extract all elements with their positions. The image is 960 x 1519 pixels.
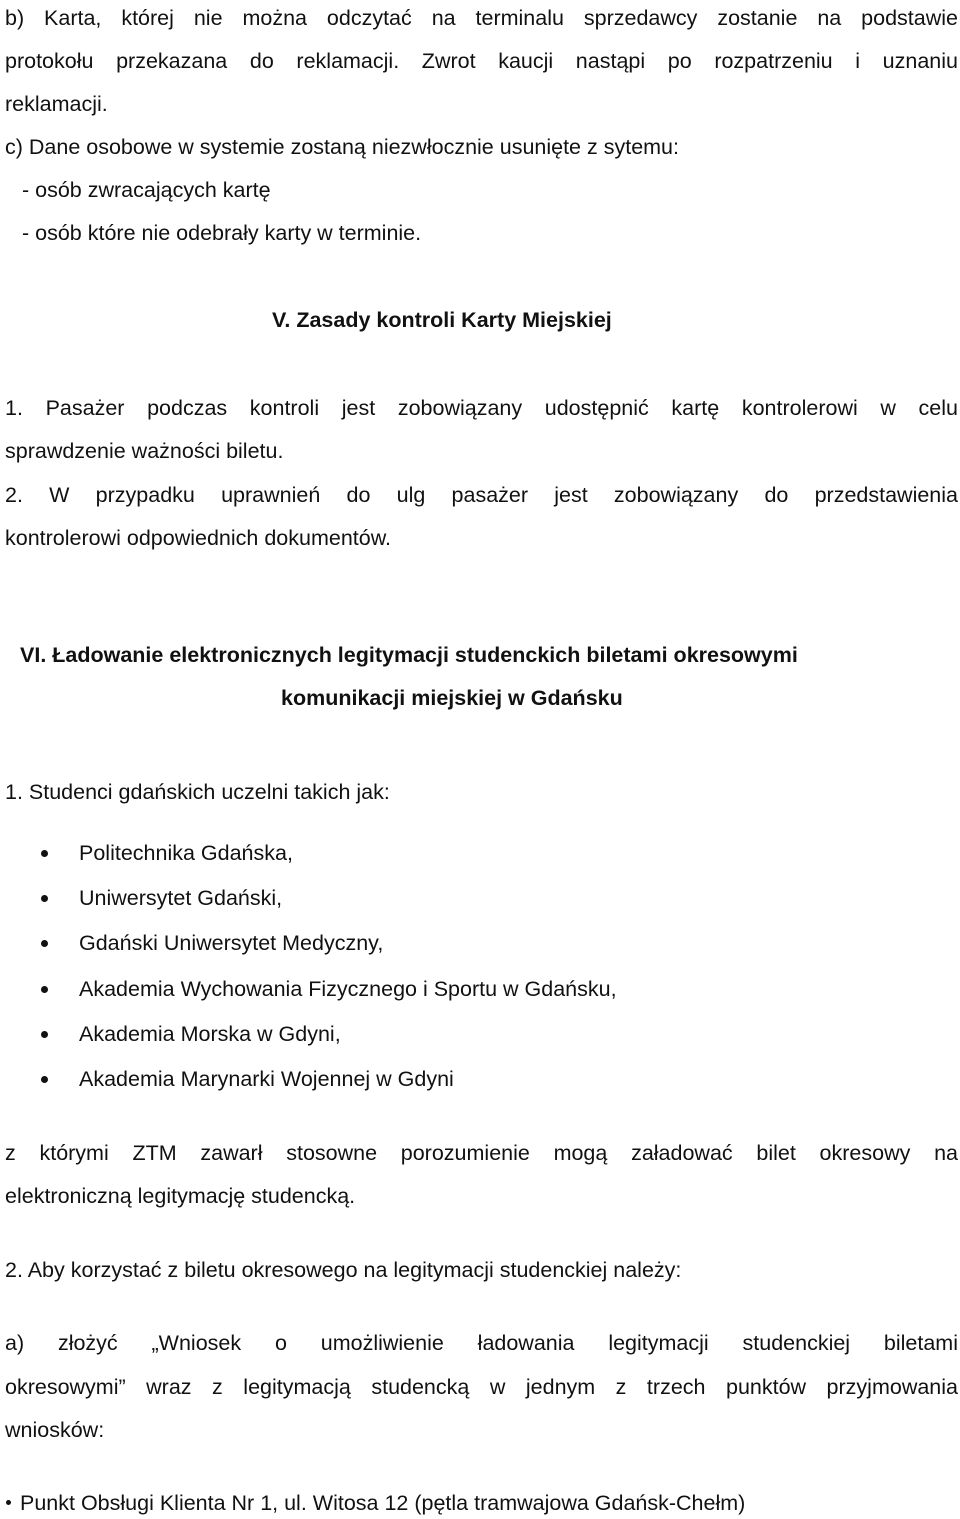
section-6-point-1-after-line-1: z którymi ZTM zawarł stosowne porozumienie mogą załadować bilet okresowy na bbox=[5, 1141, 958, 1165]
section-5-point-2-line-1: 2. W przypadku uprawnień do ulg pasażer jest zobowiązany do przedstawienia bbox=[5, 483, 958, 507]
bullet-icon bbox=[41, 940, 48, 947]
section-5-point-2-line-2: kontrolerowi odpowiednich dokumentów. bbox=[5, 526, 392, 550]
collection-point-1: Punkt Obsługi Klienta Nr 1, ul. Witosa 12 (pętla tramwajowa Gdańsk-Chełm) bbox=[20, 1491, 746, 1515]
section-6-point-1-after-line-2: elektroniczną legitymację studencką. bbox=[5, 1184, 356, 1208]
list-item: Akademia Wychowania Fizycznego i Sportu w Gdańsku, bbox=[79, 977, 617, 1001]
section-6-a-line-2: okresowymi” wraz z legitymacją studencką w jednym z trzech punktów przyjmowania bbox=[5, 1375, 958, 1399]
bullet-icon bbox=[41, 895, 48, 902]
paragraph-c-item-1: - osób zwracających kartę bbox=[22, 178, 271, 202]
section-6-a-line-1: a) złożyć „Wniosek o umożliwienie ładowania legitymacji studenckiej biletami bbox=[5, 1331, 958, 1355]
list-item: Politechnika Gdańska, bbox=[79, 841, 293, 865]
paragraph-b-line-1: b) Karta, której nie można odczytać na terminalu sprzedawcy zostanie na podstawie bbox=[5, 6, 958, 30]
paragraph-b-line-3: reklamacji. bbox=[5, 92, 108, 116]
section-5-point-1-line-1: 1. Pasażer podczas kontroli jest zobowiązany udostępnić kartę kontrolerowi w celu bbox=[5, 396, 958, 420]
paragraph-c-line-1: c) Dane osobowe w systemie zostaną niezwłocznie usunięte z sytemu: bbox=[5, 135, 679, 159]
bullet-icon bbox=[41, 1031, 48, 1038]
bullet-icon bbox=[41, 850, 48, 857]
bullet-icon bbox=[6, 1500, 11, 1505]
paragraph-b-line-2: protokołu przekazana do reklamacji. Zwrot kaucji nastąpi po rozpatrzeniu i uznaniu bbox=[5, 49, 958, 73]
section-5-title: V. Zasady kontroli Karty Miejskiej bbox=[272, 308, 612, 332]
section-5-point-1-line-2: sprawdzenie ważności biletu. bbox=[5, 439, 284, 463]
list-item: Akademia Morska w Gdyni, bbox=[79, 1022, 341, 1046]
bullet-icon bbox=[41, 986, 48, 993]
section-6-title-line-1: VI. Ładowanie elektronicznych legitymacji studenckich biletami okresowymi bbox=[20, 643, 798, 667]
section-6-point-1-intro: 1. Studenci gdańskich uczelni takich jak: bbox=[5, 780, 390, 804]
list-item: Gdański Uniwersytet Medyczny, bbox=[79, 931, 384, 955]
section-6-a-line-3: wniosków: bbox=[5, 1418, 105, 1442]
section-6-title-line-2: komunikacji miejskiej w Gdańsku bbox=[281, 686, 623, 710]
list-item: Akademia Marynarki Wojennej w Gdyni bbox=[79, 1067, 454, 1091]
list-item: Uniwersytet Gdański, bbox=[79, 886, 283, 910]
paragraph-c-item-2: - osób które nie odebrały karty w terminie. bbox=[22, 221, 422, 245]
bullet-icon bbox=[41, 1076, 48, 1083]
section-6-point-2: 2. Aby korzystać z biletu okresowego na legitymacji studenckiej należy: bbox=[5, 1258, 682, 1282]
